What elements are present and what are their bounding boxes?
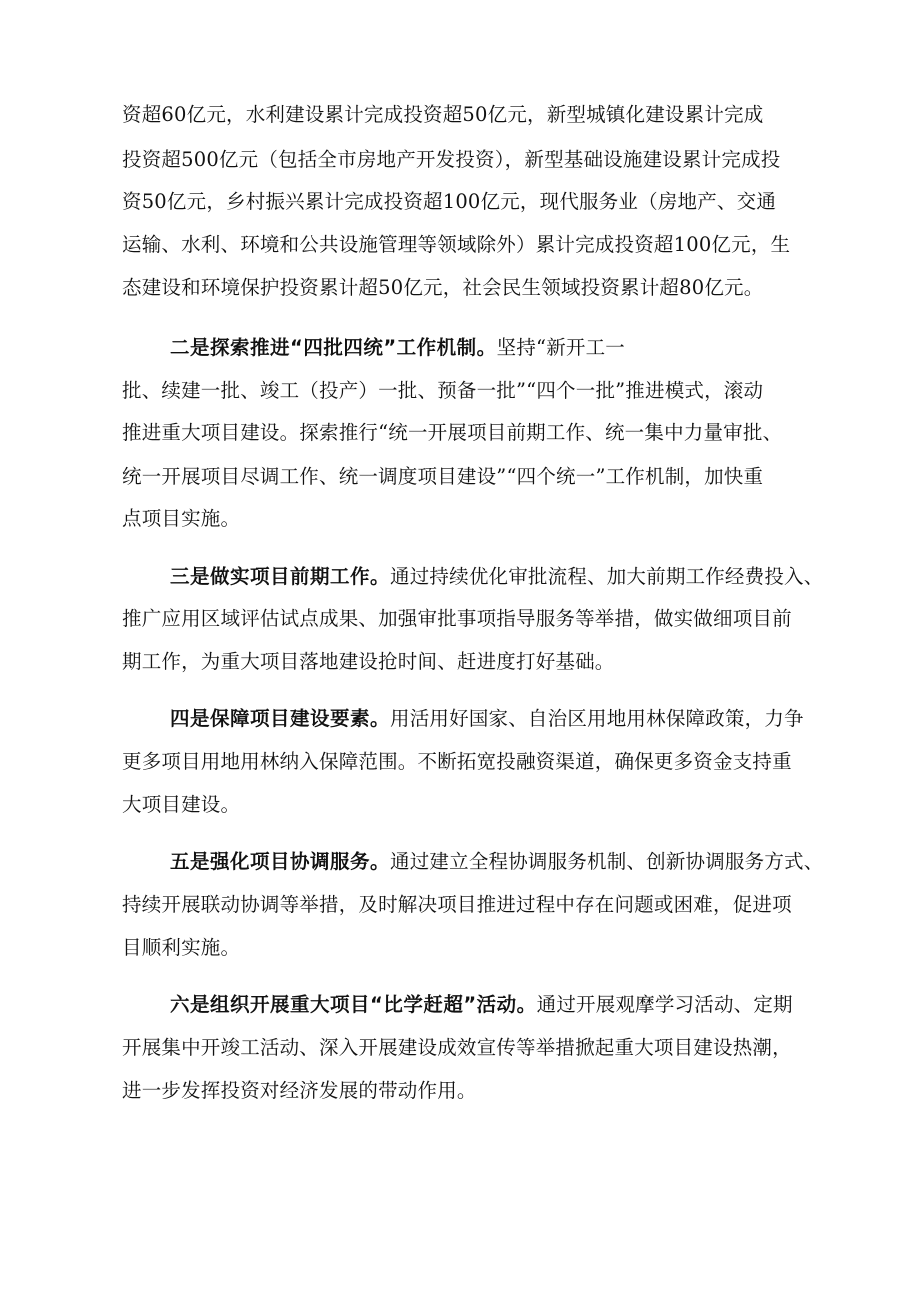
paragraph-heading: 六是组织开展重大项目“比学赶超”活动。: [170, 993, 537, 1016]
paragraph-line: 批、续建一批、竣工（投产）一批、预备一批”“四个一批”推进模式，滚动: [122, 379, 764, 402]
paragraph-line: 运输、水利、环境和公共设施管理等领域除外）累计完成投资超100亿元，生: [122, 233, 791, 256]
paragraph-heading: 二是探索推进“四批四统”工作机制。: [170, 336, 497, 359]
paragraph-line: 态建设和环境保护投资累计超50亿元，社会民生领域投资累计超80亿元。: [122, 276, 764, 299]
paragraph-first-line: [170, 564, 823, 590]
paragraph-first-line: [170, 849, 823, 875]
paragraph-text: 通过持续优化审批流程、加大前期工作经费投入、: [390, 565, 824, 588]
paragraph-line: 持续开展联动协调等举措，及时解决项目推进过程中存在问题或困难，促进项: [122, 893, 792, 916]
paragraph-line: 期工作，为重大项目落地建设抢时间、赶进度打好基础。: [122, 650, 615, 673]
paragraph-text: 用活用好国家、自治区用地用林保障政策，力争: [390, 707, 804, 730]
paragraph-text: 通过开展观摩学习活动、定期: [536, 993, 793, 1016]
paragraph-line: 统一开展项目尽调工作、统一调度项目建设”“四个统一”工作机制，加快重: [122, 465, 764, 488]
paragraph-line: 进一步发挥投资对经济发展的带动作用。: [122, 1079, 477, 1102]
paragraph-first-line: [170, 706, 804, 732]
paragraph-text: 坚持“新开工一: [496, 336, 626, 359]
paragraph-line: 目顺利实施。: [122, 936, 241, 959]
paragraph-text: 通过建立全程协调服务机制、创新协调服务方式、: [390, 850, 824, 873]
paragraph-line: 开展集中开竣工活动、深入开展建设成效宣传等举措掀起重大项目建设热潮，: [122, 1036, 792, 1059]
paragraph-line: 投资超500亿元（包括全市房地产开发投资），新型基础设施建设累计完成投: [122, 148, 781, 171]
paragraph-first-line: [170, 335, 625, 361]
paragraph-line: 更多项目用地用林纳入保障范围。不断拓宽投融资渠道，确保更多资金支持重: [122, 750, 792, 773]
paragraph-heading: 四是保障项目建设要素。: [170, 707, 391, 730]
paragraph-line: 推广应用区域评估试点成果、加强审批事项指导服务等举措，做实做细项目前: [122, 607, 792, 630]
paragraph-line: 资超60亿元，水利建设累计完成投资超50亿元，新型城镇化建设累计完成: [122, 103, 764, 126]
paragraph-line: 大项目建设。: [122, 793, 241, 816]
paragraph-line: 点项目实施。: [122, 507, 241, 530]
paragraph-line: 资50亿元，乡村振兴累计完成投资超100亿元，现代服务业（房地产、交通: [122, 190, 777, 213]
paragraph-heading: 三是做实项目前期工作。: [170, 565, 391, 588]
paragraph-heading: 五是强化项目协调服务。: [170, 850, 391, 873]
paragraph-first-line: [170, 992, 793, 1018]
paragraph-line: 推进重大项目建设。探索推行“统一开展项目前期工作、统一集中力量审批、: [122, 421, 783, 444]
